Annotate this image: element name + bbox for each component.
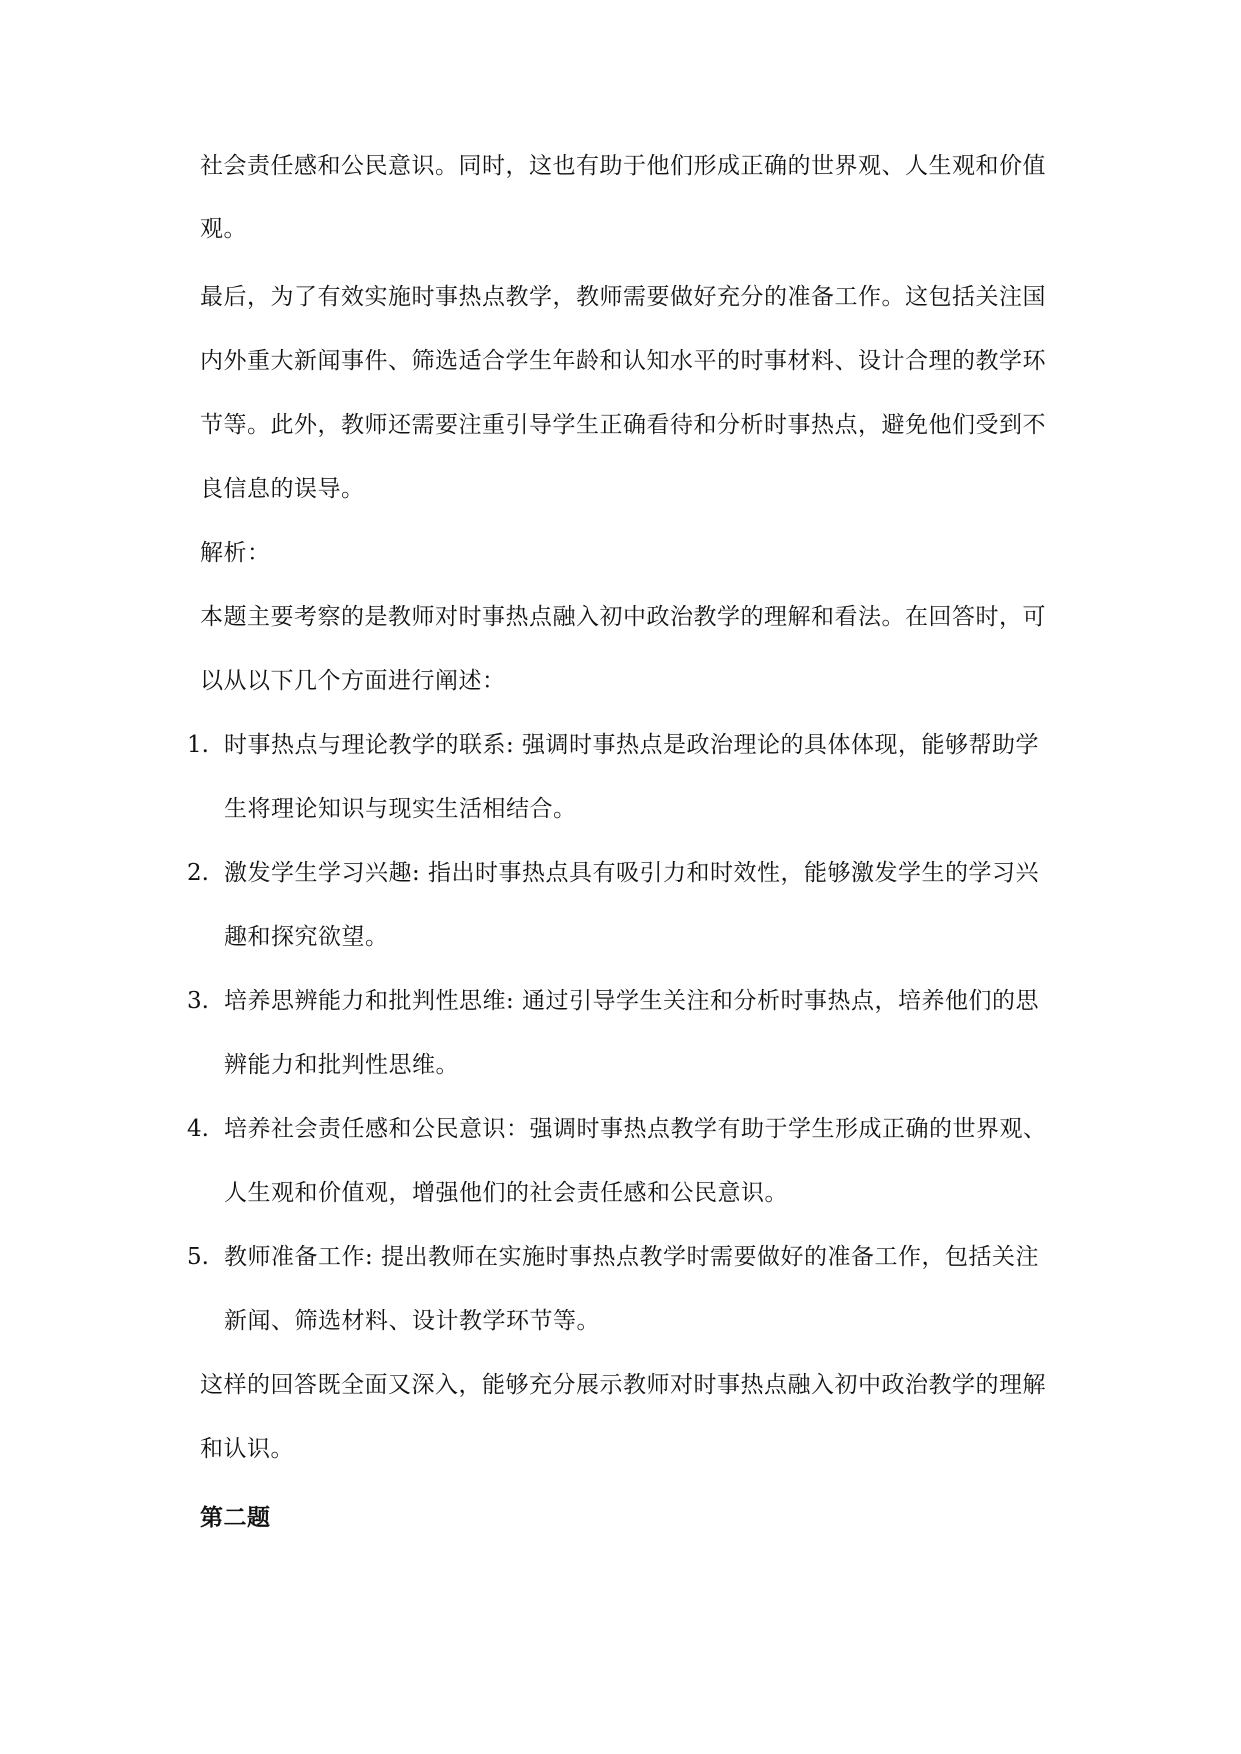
paragraph-line: 节等。此外，教师还需要注重引导学生正确看待和分析时事热点，避免他们受到不 bbox=[200, 412, 1046, 438]
list-item-text: 人生观和价值观，增强他们的社会责任感和公民意识。 bbox=[224, 1180, 788, 1206]
list-item-number: 1. bbox=[187, 732, 209, 758]
paragraph-line: 以从以下几个方面进行阐述： bbox=[200, 668, 506, 694]
list-item-text: 趣和探究欲望。 bbox=[224, 924, 389, 950]
list-item-number: 4. bbox=[187, 1116, 209, 1142]
list-item-text: 生将理论知识与现实生活相结合。 bbox=[224, 796, 577, 822]
list-item-text: 新闻、筛选材料、设计教学环节等。 bbox=[224, 1308, 600, 1334]
list-item-text: 培养思辨能力和批判性思维: 通过引导学生关注和分析时事热点，培养他们的思 bbox=[224, 988, 1040, 1014]
list-item-number: 3. bbox=[187, 988, 209, 1014]
paragraph-line: 内外重大新闻事件、筛选适合学生年龄和认知水平的时事材料、设计合理的教学环 bbox=[200, 348, 1046, 374]
analysis-label: 解析： bbox=[200, 540, 271, 566]
list-item-text: 辨能力和批判性思维。 bbox=[224, 1052, 459, 1078]
conclusion-line: 这样的回答既全面又深入，能够充分展示教师对时事热点融入初中政治教学的理解 bbox=[200, 1372, 1046, 1398]
list-item-text: 培养社会责任感和公民意识：强调时事热点教学有助于学生形成正确的世界观、 bbox=[224, 1116, 1047, 1142]
paragraph-line: 良信息的误导。 bbox=[200, 476, 365, 502]
section-heading: 第二题 bbox=[200, 1505, 271, 1531]
paragraph-line: 观。 bbox=[200, 216, 247, 242]
paragraph-line: 最后，为了有效实施时事热点教学，教师需要做好充分的准备工作。这包括关注国 bbox=[200, 284, 1046, 310]
list-item-text: 激发学生学习兴趣: 指出时事热点具有吸引力和时效性，能够激发学生的学习兴 bbox=[224, 860, 1040, 886]
conclusion-line: 和认识。 bbox=[200, 1436, 294, 1462]
list-item-text: 时事热点与理论教学的联系: 强调时事热点是政治理论的具体体现，能够帮助学 bbox=[224, 732, 1040, 758]
list-item-text: 教师准备工作: 提出教师在实施时事热点教学时需要做好的准备工作，包括关注 bbox=[224, 1244, 1040, 1270]
list-item-number: 5. bbox=[187, 1244, 209, 1270]
paragraph-line: 本题主要考察的是教师对时事热点融入初中政治教学的理解和看法。在回答时，可 bbox=[200, 604, 1046, 630]
list-item-number: 2. bbox=[187, 860, 209, 886]
paragraph-line: 社会责任感和公民意识。同时，这也有助于他们形成正确的世界观、人生观和价值 bbox=[200, 153, 1046, 179]
